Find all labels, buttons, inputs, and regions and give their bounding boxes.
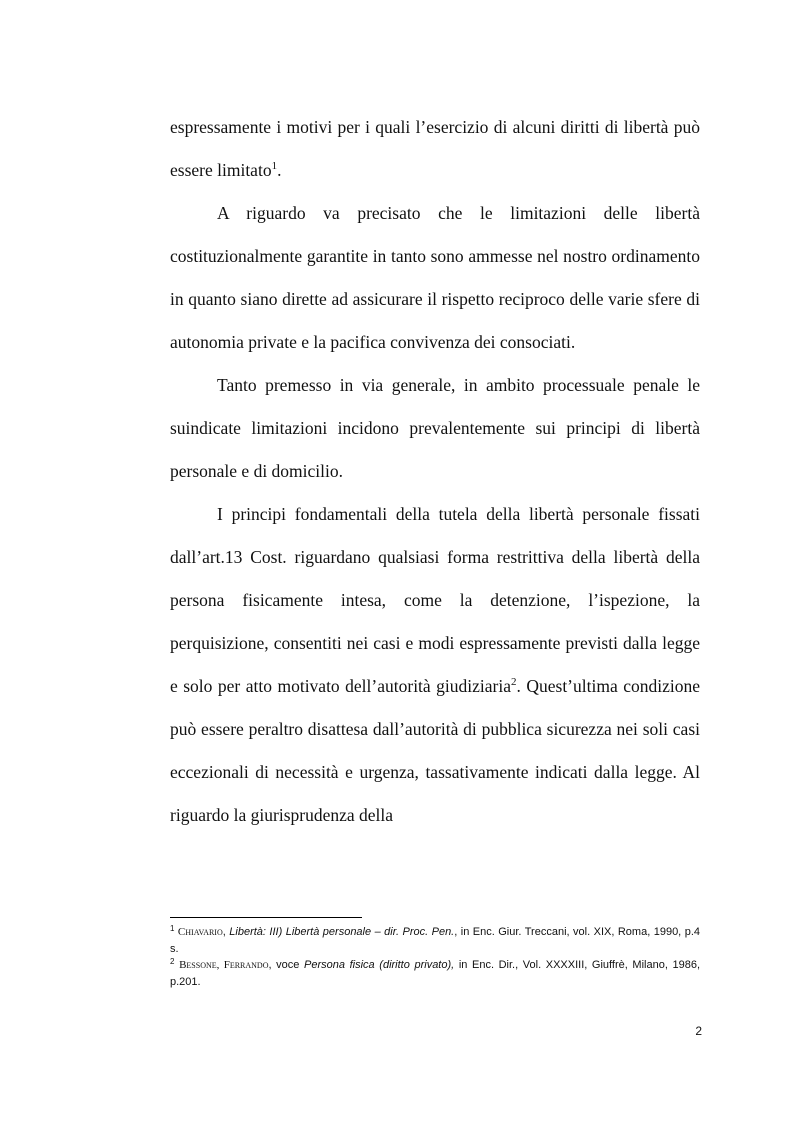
footnote-separator-text: , voce — [268, 959, 305, 971]
footnote-author: Bessone, Ferrando — [179, 959, 269, 971]
page-number: 2 — [695, 1024, 702, 1038]
footnote-separator — [170, 917, 362, 918]
paragraph-4-after: . Quest’ultima condizione può essere peraltro disattesa dall’autorità di pubblica sicurezza nei soli casi eccezionali di necessità e urgenza, tassativamente indicati dalla legge. Al riguardo la giurisprudenza della — [170, 676, 700, 825]
footnote-author: Chiavario — [177, 926, 223, 938]
paragraph-4 — [170, 493, 700, 837]
footnote-separator-text: , — [222, 926, 230, 938]
footnote-title: Libertà: III) Libertà personale – dir. Proc. Pen. — [229, 926, 455, 938]
footnote-title: Persona fisica (diritto privato), — [304, 959, 455, 971]
paragraph-4-before: I principi fondamentali della tutela della libertà personale fissati dall’art.13 Cost. riguardano qualsiasi forma restrittiva della libertà della persona fisicamente intesa, come la detenzione, l’ispezione, la perquisizione, consentiti nei casi e modi espressamente previsti dalla legge e solo per atto motivato dell’autorità giudiziaria — [170, 504, 700, 696]
paragraph-1-end: . — [277, 160, 282, 180]
footnote-2 — [170, 957, 700, 990]
footnotes — [170, 924, 700, 990]
footnote-ref-1[interactable]: 1 — [271, 160, 278, 172]
footnote-1 — [170, 924, 700, 957]
paragraph-1-text: espressamente i motivi per i quali l’esercizio di alcuni diritti di libertà può essere limitato — [170, 117, 700, 180]
paragraph-3: Tanto premesso in via generale, in ambito processuale penale le suindicate limitazioni incidono prevalentemente sui principi di libertà personale e di domicilio. — [170, 375, 700, 481]
footnote-number: 2 — [170, 957, 175, 966]
footnote-ref-2[interactable]: 2 — [511, 676, 517, 688]
body-text — [170, 106, 700, 837]
footnote-citation: in Enc. Dir., Vol. XXXXIII, Giuffrè, Milano, 1986, p.201. — [170, 959, 701, 988]
paragraph-2: A riguardo va precisato che le limitazioni delle libertà costituzionalmente garantite in tanto sono ammesse nel nostro ordinamento in quanto siano dirette ad assicurare il rispetto reciproco delle varie sfere di autonomia private e la pacifica convivenza dei consociati. — [170, 203, 700, 352]
footnote-number: 1 — [170, 924, 175, 933]
paragraph-1 — [170, 106, 700, 192]
footnote-citation: , in Enc. Giur. Treccani, vol. XIX, Roma, 1990, p.4 s. — [170, 926, 700, 955]
